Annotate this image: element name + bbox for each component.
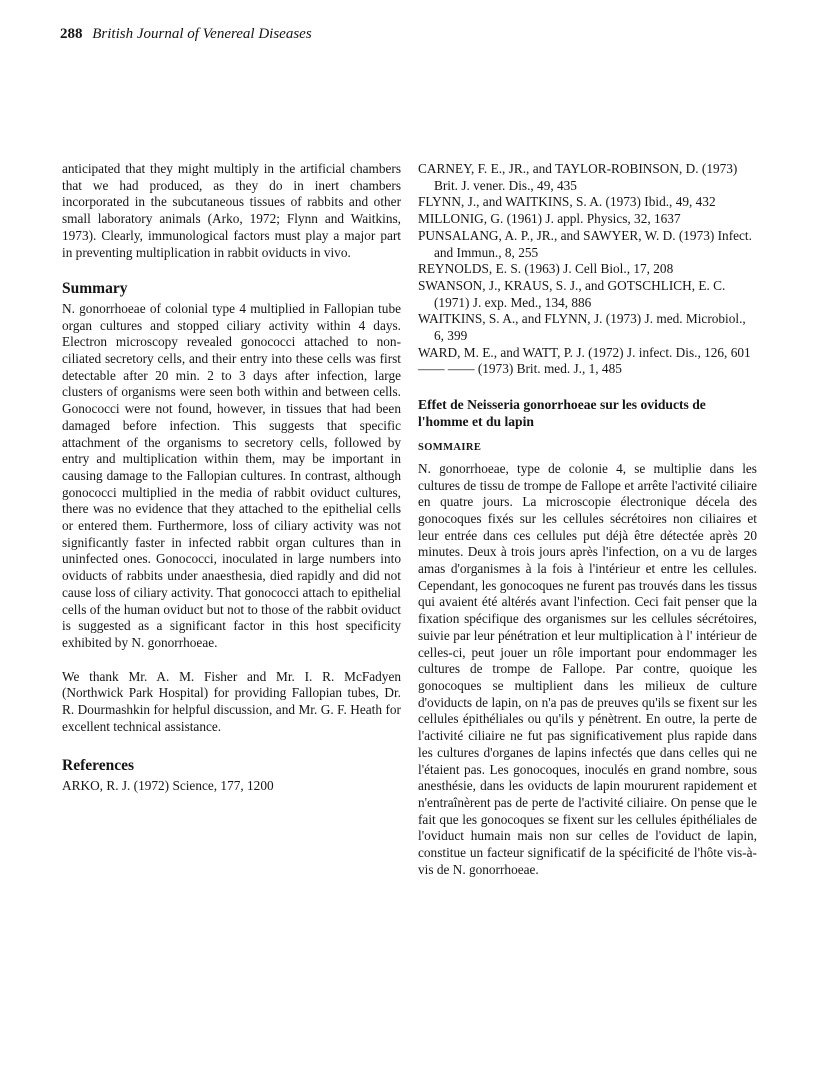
reference-item: —— —— (1973) Brit. med. J., 1, 485 — [418, 361, 622, 377]
reference-item: WAITKINS, S. A., and FLYNN, J. (1973) J. med. Microbiol., 6, 399 — [418, 311, 746, 344]
intro-paragraph: anticipated that they might multiply in the artificial chambers that we had produced, as they do in inert chambers incorporated in the subcutaneous tissues of rabbits and other small laboratory animals (Arko, 1972; Flynn and Waitkins, 1973). Clearly, immunological factors must play a major part in preventing multiplication in rabbit oviducts in vivo. — [62, 161, 401, 260]
acknowledgement-paragraph: We thank Mr. A. M. Fisher and Mr. I. R. McFadyen (Northwick Park Hospital) for providing Fallopian tubes, Dr. R. Dourmashkin for helpful discussion, and Mr. G. F. Heath for excellent technical assistance. — [62, 668, 401, 734]
reference-item: CARNEY, F. E., JR., and TAYLOR-ROBINSON, D. (1973) Brit. J. vener. Dis., 49, 435 — [418, 161, 738, 193]
running-header — [60, 26, 312, 43]
references-heading: References — [62, 756, 135, 774]
page-number: 288 — [60, 26, 83, 42]
sommaire-paragraph: N. gonorrhoeae, type de colonie 4, se multiplie dans les cultures de tissu de trompe de Fallope et arrête l'activité ciliaire en quatre jours. La microscopie électronique décela des gonocoques fixés sur les cellules sécrétoires non ciliaires et leur entrée dans ces cellules put déjà être détectée après 20 minutes. Deux à trois jours après l'infection, on a vu de larges amas d'organismes à la fois à l'intérieur et entre les cellules. Cependant, les gonocoques ne furent pas trouvés dans les tissus qui avaient été altérés avant l'infection. Ceci fait penser que la fixation spécifique des organismes sur les cellules sécrétoires, suivie par leur pénétration et leur multiplication à l' intérieur de celles-ci, peut jouer un rôle important pour endommager les cultures de trompe de Fallope. Par contre, quoique les gonocoques se multiplient dans les milieux de culture d'oviducts de lapin, on n'a pas de preuves qu'ils se fixent sur les cellules épithéliales ou qu'ils y pénètrent. En outre, la perte de l'activité ciliaire ne fut pas significativement plus rapide dans les cultures d'organes de lapins infectés que dans celles qui ne l'étaient pas. Les gonocoques, inoculés en grand nombre, sous anesthésie, dans les oviducts de lapin moururent rapidement et n'entraînèrent pas de perte de l'activité ciliaire. On pense que le fait que les gonocoques se fixent sur les cellules épithéliales de l'oviduct humain mais non sur celles de l'oviduct de lapin, constitue un facteur significatif de la spécificité de l'hôte vis-à-vis de N. gonorrhoeae. — [418, 460, 757, 877]
summary-paragraph: N. gonorrhoeae of colonial type 4 multiplied in Fallopian tube organ cultures and stopped ciliary activity within 4 days. Electron microscopy revealed gonococci attached to non-ciliated secretory cells, and their entry into these cells was first detectable after 20 min. 2 to 3 days after infection, large clusters of organisms were seen both within and between cells. Gonococci were not found, however, in tissues that had been damaged before infection. This suggests that specific attachment of the organisms to secretory cells, followed by entry and multiplication within them, may be important in causing damage to the Fallopian cultures. In contrast, although gonococci multiplied in the media of rabbit oviduct cultures, there was no evidence that they attached to the epithelial cells or entered them. Furthermore, loss of ciliary activity was not significantly faster in infected rabbit organ cultures than in uninfected ones. Gonococci, inoculated in large numbers into oviducts of rabbits under anaesthesia, died rapidly and did not cause loss of ciliary activity. That gonococci attach to epithelial cells of the human oviduct but not to those of the rabbit oviduct is suggested as a significant factor in this host specificity exhibited by N. gonorrhoeae. — [62, 300, 401, 650]
reference-item: WARD, M. E., and WATT, P. J. (1972) J. infect. Dis., 126, 601 — [418, 344, 751, 360]
sommaire-heading: SOMMAIRE — [418, 442, 482, 454]
reference-item: MILLONIG, G. (1961) J. appl. Physics, 32, 1637 — [418, 211, 681, 227]
french-summary-title: Effet de Neisseria gonorrhoeae sur les oviducts de l'homme et du lapin — [418, 397, 706, 430]
reference-item: REYNOLDS, E. S. (1963) J. Cell Biol., 17, 208 — [418, 261, 674, 277]
reference-item: FLYNN, J., and WAITKINS, S. A. (1973) Ibid., 49, 432 — [418, 194, 716, 210]
reference-item: PUNSALANG, A. P., JR., and SAWYER, W. D. (1973) Infect. and Immun., 8, 255 — [418, 227, 752, 260]
summary-heading: Summary — [62, 280, 128, 298]
right-column — [418, 161, 757, 878]
journal-title: British Journal of Venereal Diseases — [92, 26, 312, 42]
reference-item: ARKO, R. J. (1972) Science, 177, 1200 — [62, 778, 274, 794]
left-column — [62, 161, 401, 795]
reference-item: SWANSON, J., KRAUS, S. J., and GOTSCHLICH, E. C. (1971) J. exp. Med., 134, 886 — [418, 277, 726, 310]
